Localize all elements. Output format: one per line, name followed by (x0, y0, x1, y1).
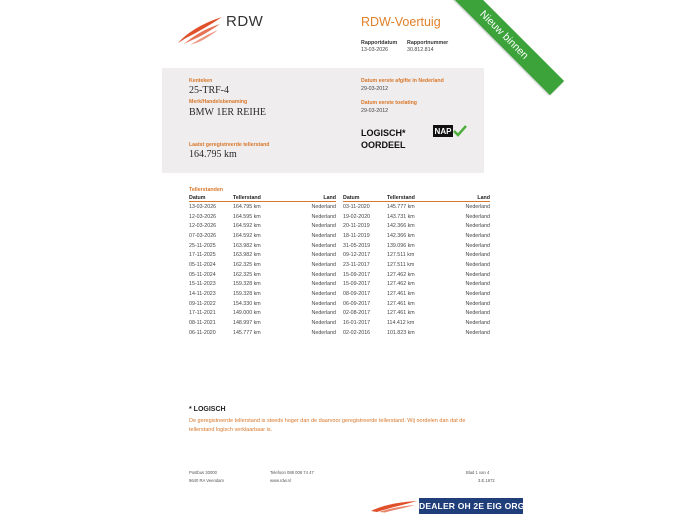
cell-country: Nederland (465, 271, 490, 278)
report-number: 30.812.814 (407, 47, 434, 53)
table-row (343, 241, 490, 251)
cell-reading: 164.592 km (233, 232, 261, 239)
cell-country: Nederland (465, 252, 490, 259)
verdict-line2: OORDEEL (361, 140, 406, 150)
cell-country: Nederland (311, 242, 336, 249)
cell-country: Nederland (311, 329, 336, 336)
cell-country: Nederland (465, 223, 490, 230)
col-date: Datum (189, 195, 206, 201)
readings-title: Tellerstanden (189, 187, 224, 193)
cell-reading: 164.795 km (233, 203, 261, 210)
table-row (343, 280, 490, 290)
table-row (343, 289, 490, 299)
cell-reading: 142.366 km (387, 223, 415, 230)
cell-date: 19-02-2020 (343, 213, 371, 220)
table-row (343, 270, 490, 280)
cell-date: 16-01-2017 (343, 320, 371, 327)
footer-page-number: Blad 1 van 4 (466, 470, 490, 475)
cell-country: Nederland (311, 271, 336, 278)
cell-reading: 154.330 km (233, 300, 261, 307)
rdw-logo-icon (176, 14, 224, 46)
cell-reading: 162.325 km (233, 261, 261, 268)
cell-date: 05-11-2024 (189, 261, 216, 268)
cell-date: 08-11-2021 (189, 320, 216, 327)
verdict (361, 127, 406, 151)
nap-text: NAP (434, 127, 452, 136)
cell-reading: 163.982 km (233, 252, 261, 259)
cell-reading: 149.000 km (233, 310, 261, 317)
table-row (189, 202, 336, 212)
col-reading: Tellerstand (387, 195, 415, 201)
table-row (343, 299, 490, 309)
cell-country: Nederland (465, 320, 490, 327)
first-admission-value: 29-03-2012 (361, 108, 389, 114)
readings-table-right (343, 195, 490, 338)
table-row (343, 202, 490, 212)
table-row (343, 231, 490, 241)
cell-country: Nederland (465, 213, 490, 220)
cell-reading: 127.462 km (387, 281, 415, 288)
readings-table-left (189, 195, 336, 338)
cell-country: Nederland (311, 281, 336, 288)
table-row (189, 309, 336, 319)
cell-date: 17-11-2025 (189, 252, 216, 259)
cell-country: Nederland (311, 320, 336, 327)
cell-reading: 164.592 km (233, 223, 261, 230)
footer-phone: Telefoon 088 008 74 47 (270, 470, 314, 475)
cell-country: Nederland (311, 310, 336, 317)
cell-reading: 142.366 km (387, 232, 415, 239)
verdict-line1: LOGISCH* (361, 128, 406, 138)
cell-date: 12-03-2026 (189, 213, 217, 220)
first-nl-label: Datum eerste afgifte in Nederland (361, 78, 444, 84)
table-row (189, 289, 336, 299)
cell-reading: 163.982 km (233, 242, 261, 249)
nap-check-icon (433, 125, 467, 137)
cell-reading: 143.731 km (387, 213, 415, 220)
cell-reading: 127.511 km (387, 261, 415, 268)
cell-reading: 101.823 km (387, 329, 415, 336)
cell-date: 06-09-2017 (343, 300, 371, 307)
cell-date: 31-05-2019 (343, 242, 371, 249)
table-header (343, 195, 490, 202)
cell-date: 08-09-2017 (343, 291, 371, 298)
cell-country: Nederland (311, 232, 336, 239)
make-value: BMW 1ER REIHE (189, 107, 267, 118)
brand-name: RDW (226, 13, 264, 30)
cell-reading: 127.461 km (387, 300, 415, 307)
cell-reading: 159.328 km (233, 291, 261, 298)
cell-country: Nederland (465, 291, 490, 298)
table-row (343, 221, 490, 231)
table-row (189, 231, 336, 241)
cell-country: Nederland (311, 252, 336, 259)
cell-date: 14-11-2023 (189, 291, 216, 298)
plate-value: 25-TRF-4 (189, 85, 229, 96)
cell-date: 15-09-2017 (343, 271, 371, 278)
table-row (189, 212, 336, 222)
footer-page (466, 469, 495, 485)
cell-date: 02-08-2017 (343, 310, 371, 317)
first-nl-value: 29-03-2012 (361, 86, 389, 92)
report-date-label: Rapportdatum (361, 40, 398, 46)
footer-code: 3.E.1672 (478, 478, 495, 483)
cell-reading: 164.595 km (233, 213, 261, 220)
table-row (343, 328, 490, 338)
new-in-ribbon: Nieuw binnen (444, 0, 564, 95)
cell-country: Nederland (311, 203, 336, 210)
cell-country: Nederland (465, 261, 490, 268)
table-row (343, 318, 490, 328)
cell-reading: 127.461 km (387, 291, 415, 298)
footer-website-link[interactable]: www.rdw.nl (270, 478, 291, 483)
cell-reading: 145.777 km (387, 203, 415, 210)
report-number-label: Rapportnummer (407, 40, 449, 46)
footer-address-line2: 9640 RA Veendam (189, 478, 224, 483)
cell-country: Nederland (465, 310, 490, 317)
table-row (189, 318, 336, 328)
table-row (343, 309, 490, 319)
cell-country: Nederland (465, 203, 490, 210)
table-row (189, 299, 336, 309)
table-row (189, 241, 336, 251)
cell-date: 07-03-2026 (189, 232, 217, 239)
footnote-title: * LOGISCH (189, 406, 226, 413)
cell-country: Nederland (465, 300, 490, 307)
table-row (189, 260, 336, 270)
col-country: Land (323, 195, 336, 201)
cell-country: Nederland (465, 242, 490, 249)
first-admission-label: Datum eerste toelating (361, 100, 417, 106)
dealer-logo-icon (369, 499, 419, 513)
cell-date: 20-11-2019 (343, 223, 370, 230)
cell-reading: 127.511 km (387, 252, 415, 259)
report-date: 13-03-2026 (361, 47, 389, 53)
table-row (343, 260, 490, 270)
cell-country: Nederland (465, 232, 490, 239)
cell-country: Nederland (311, 300, 336, 307)
cell-date: 13-03-2026 (189, 203, 217, 210)
odometer-value: 164.795 km (189, 149, 237, 160)
cell-country: Nederland (465, 329, 490, 336)
document-title: RDW-Voertuig (361, 15, 441, 29)
cell-date: 06-11-2020 (189, 329, 216, 336)
cell-country: Nederland (311, 223, 336, 230)
cell-reading: 145.777 km (233, 329, 261, 336)
plate-label: Kenteken (189, 78, 213, 84)
odometer-label: Laatst geregistreerde tellerstand (189, 142, 270, 148)
table-row (189, 280, 336, 290)
cell-date: 15-09-2017 (343, 281, 371, 288)
cell-date: 03-11-2020 (343, 203, 370, 210)
cell-country: Nederland (465, 281, 490, 288)
table-row (189, 328, 336, 338)
cell-country: Nederland (311, 261, 336, 268)
col-reading: Tellerstand (233, 195, 261, 201)
cell-reading: 139.096 km (387, 242, 415, 249)
cell-reading: 127.462 km (387, 271, 415, 278)
make-label: Merk/Handelsbenaming (189, 99, 248, 105)
footer-contact (270, 469, 314, 485)
cell-date: 18-11-2019 (343, 232, 370, 239)
cell-date: 15-11-2023 (189, 281, 216, 288)
cell-date: 09-12-2017 (343, 252, 371, 259)
cell-reading: 127.461 km (387, 310, 415, 317)
table-row (189, 250, 336, 260)
cell-date: 05-11-2024 (189, 271, 216, 278)
report-date-block (361, 40, 397, 54)
table-row (343, 212, 490, 222)
cell-country: Nederland (311, 213, 336, 220)
cell-date: 23-11-2017 (343, 261, 370, 268)
cell-country: Nederland (311, 291, 336, 298)
dealer-banner: DEALER OH 2E EIG ORG NL (419, 498, 523, 514)
cell-reading: 159.328 km (233, 281, 261, 288)
table-row (189, 221, 336, 231)
col-country: Land (477, 195, 490, 201)
table-header (189, 195, 336, 202)
table-row (189, 270, 336, 280)
footer-address (189, 469, 224, 485)
cell-date: 12-03-2026 (189, 223, 217, 230)
cell-reading: 162.325 km (233, 271, 261, 278)
cell-date: 09-11-2022 (189, 300, 216, 307)
cell-date: 25-11-2025 (189, 242, 216, 249)
cell-date: 02-02-2016 (343, 329, 371, 336)
col-date: Datum (343, 195, 360, 201)
cell-reading: 114.412 km (387, 320, 415, 327)
cell-date: 17-11-2021 (189, 310, 216, 317)
cell-reading: 148.997 km (233, 320, 261, 327)
footer-address-line1: Postbus 30000 (189, 470, 217, 475)
table-row (343, 250, 490, 260)
footnote-text: De geregistreerde tellerstand is steeds hoger dan de daarvoor geregistreerde tellerstand. Wij oordelen dan dat de tellerstand logisch verklaarbaar is. (189, 418, 466, 433)
